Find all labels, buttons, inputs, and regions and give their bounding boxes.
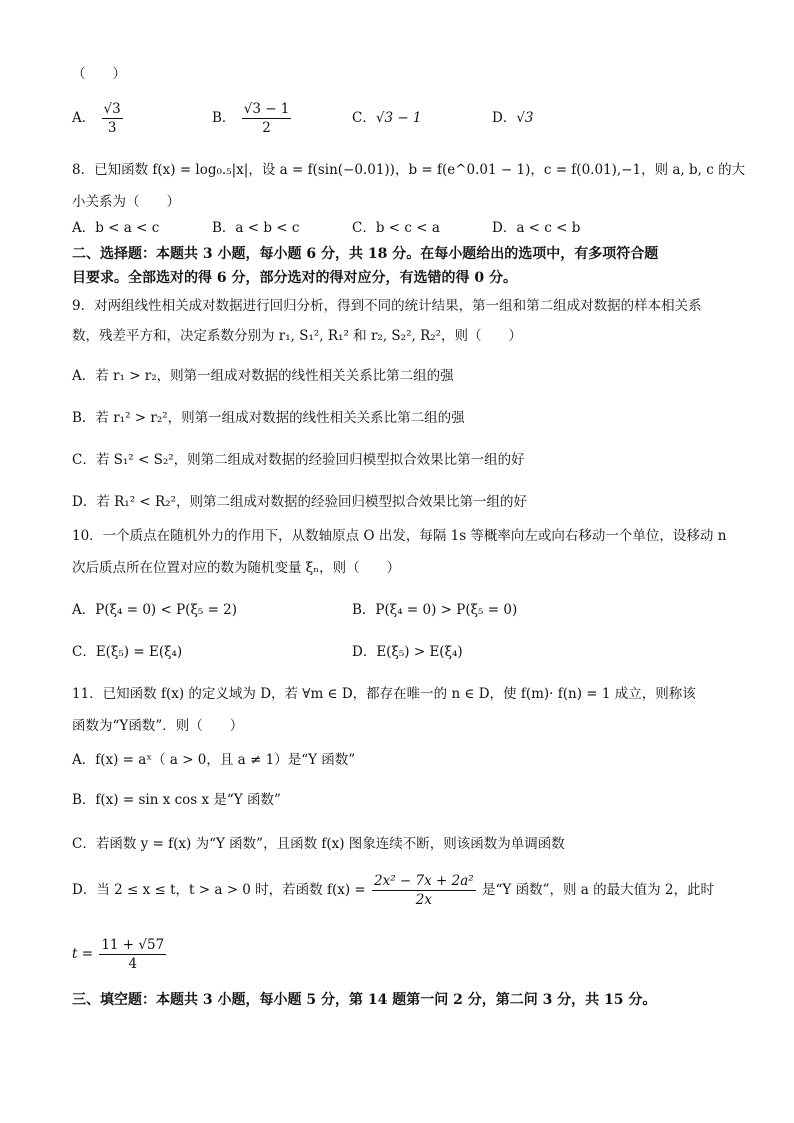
q10-option-d: D．E(ξ₅) > E(ξ₄): [352, 644, 463, 660]
q9-stem-line2: 数，残差平方和，决定系数分别为 r₁, S₁², R₁² 和 r₂, S₂², R₂²，则（ ）: [72, 328, 523, 344]
q10-option-a: A．P(ξ₄ = 0) < P(ξ₅ = 2): [72, 602, 238, 618]
q9-option-d: D．若 R₁² < R₂²，则第二组成对数据的经验回归模型拟合效果比第一组的好: [72, 494, 527, 510]
q10-option-c: C．E(ξ₅) = E(ξ₄): [72, 644, 183, 660]
q11-option-d: D．当 2 ≤ x ≤ t，t > a > 0 时，若函数 f(x) = $\frac{\text{2x² − 7x + 2a²}}{2x}$ 是“Y 函数”，则 a 的最大值为 2，此时: [72, 873, 714, 908]
q7-option-a: A． $\frac{√3}{3}$: [72, 101, 121, 136]
section2-heading-line2: 目要求。全部选对的得 6 分，部分选对的得对应分，有选错的得 0 分。: [72, 270, 517, 286]
q7-option-d: D．√3: [492, 110, 534, 126]
q8-option-d: D．a < c < b: [492, 220, 581, 236]
q9-option-b: B．若 r₁² > r₂²，则第一组成对数据的线性相关关系比第二组的强: [72, 410, 465, 426]
q11-stem-line1: 11．已知函数 f(x) 的定义域为 D，若 ∀m ∈ D，都存在唯一的 n ∈ D，使 f(m)· f(n) = 1 成立，则称该: [72, 686, 696, 702]
q8-option-a: A．b < a < c: [72, 220, 160, 236]
q8-option-c: C．b < c < a: [352, 220, 440, 236]
q11-t-fraction: $\frac{11 + √57}{4}$: [101, 937, 165, 972]
q8-stem-line2: 小关系为（ ）: [72, 194, 180, 210]
q10-option-b: B．P(ξ₄ = 0) > P(ξ₅ = 0): [352, 602, 518, 618]
section2-heading-line1: 二、选择题：本题共 3 小题，每小题 6 分，共 18 分。在每小题给出的选项中，有多项符合题: [72, 246, 659, 262]
section3-heading: 三、填空题：本题共 3 小题，每小题 5 分，第 14 题第一问 2 分，第二问 3 分，共 15 分。: [72, 992, 657, 1008]
q11-option-c: C．若函数 y = f(x) 为“Y 函数”，且函数 f(x) 图象连续不断，则该函数为单调函数: [72, 836, 565, 852]
q7-option-b-fraction: $\frac{√3 - 1}{2}$: [243, 101, 290, 136]
q9-option-c: C．若 S₁² < S₂²，则第二组成对数据的经验回归模型拟合效果比第一组的好: [72, 452, 525, 468]
q11-stem-line2: 函数为“Y函数”．则（ ）: [72, 718, 244, 734]
q7-stem-tail: （ ）: [72, 66, 126, 82]
q7-option-b: B． $\frac{√3 - 1}{2}$: [212, 101, 290, 136]
q11-option-d-fraction: $\frac{\text{2x² − 7x + 2a²}}{2x}$: [374, 873, 474, 908]
q8-option-b: B．a < b < c: [212, 220, 300, 236]
q8-stem-line1: 8．已知函数 f(x) = log₀.₅|x|，设 a = f(sin(−0.01))，b = f(e^0.01 − 1)，c = f(0.01),−1，则 a, b, c 的大: [72, 162, 746, 178]
q9-option-a: A．若 r₁ > r₂，则第一组成对数据的线性相关关系比第二组的强: [72, 368, 454, 384]
q7-option-a-fraction: $\frac{√3}{3}$: [103, 101, 121, 136]
q10-stem-line1: 10．一个质点在随机外力的作用下，从数轴原点 O 出发，每隔 1s 等概率向左或向右移动一个单位，设移动 n: [72, 528, 727, 544]
q9-stem-line1: 9．对两组线性相关成对数据进行回归分析，得到不同的统计结果，第一组和第二组成对数据的样本相关系: [72, 298, 702, 314]
q7-option-c: C．√3 − 1: [352, 110, 422, 126]
q11-t-value: t = $\frac{11 + √57}{4}$: [72, 937, 165, 972]
q10-stem-line2: 次后质点所在位置对应的数为随机变量 ξₙ，则（ ）: [72, 560, 401, 576]
q11-option-b: B．f(x) = sin x cos x 是“Y 函数”: [72, 792, 281, 808]
q11-option-a: A．f(x) = aˣ（ a > 0，且 a ≠ 1）是“Y 函数”: [72, 752, 356, 768]
